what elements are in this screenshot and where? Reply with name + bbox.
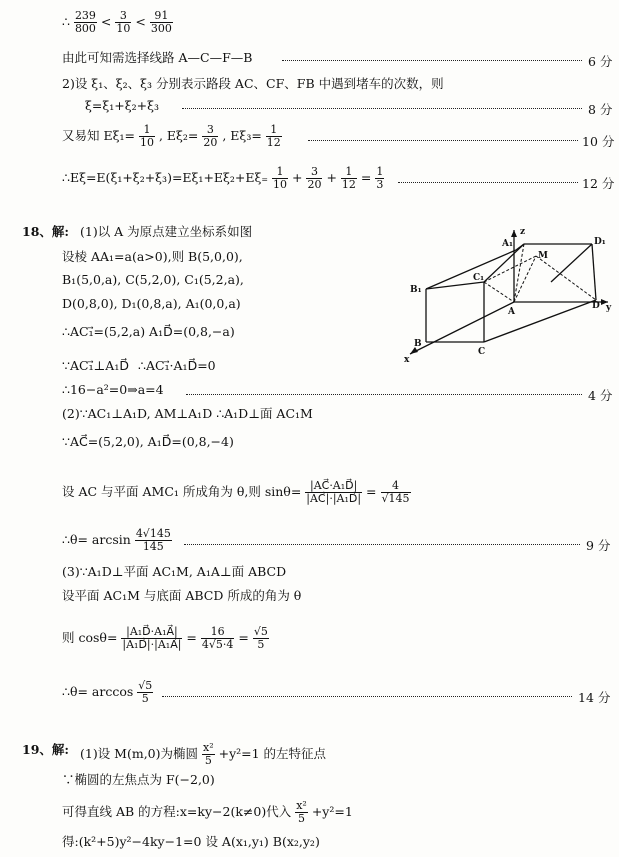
fig-label-z: z (520, 227, 526, 237)
fraction: $\frac{239}{800}$ (74, 9, 96, 35)
fig-label-b1: B₁ (410, 285, 422, 295)
q19-line-1: (1)设 M(m,0)为椭圆 $\frac{\text{x²}}{5}$ +y²=1 的左特征点 (80, 741, 327, 767)
fraction: $\frac{4√145}{145}$ (135, 527, 171, 553)
leader-dots (308, 140, 578, 141)
q18-line-9: ∵AC⃗=(5,2,0), A₁D⃗=(0,8,−4) (62, 434, 234, 449)
score: 14 分 (578, 690, 611, 705)
q18-line-8: (2)∵AC₁⊥A₁D, AM⊥A₁D ∴A₁D⊥面 AC₁M (62, 406, 313, 421)
q18-line-3: B₁(5,0,a), C(5,2,0), C₁(5,2,a), (62, 272, 244, 287)
leader-dots (182, 108, 582, 109)
q18-line-11: ∴θ= arcsin $\frac{4√145}{145}$ (62, 527, 171, 553)
fraction: $\frac{91}{300}$ (150, 9, 172, 35)
fraction: $\frac{√5}{5}$ (253, 625, 268, 651)
fraction: $\frac{1}{12}$ (266, 123, 281, 149)
fraction: $\frac{1}{10}$ (139, 123, 154, 149)
score: 4 分 (588, 388, 613, 403)
fraction: $\frac{\text{|A₁D⃗·A₁A⃗|}}{\text{|A₁D⃗|·|A₁A⃗|}}$ (122, 625, 182, 651)
fraction: $\frac{3}{20}$ (307, 165, 322, 191)
fraction: $\frac{3}{20}$ (203, 123, 218, 149)
q18-line-7: ∴16−a²=0⇒a=4 (62, 382, 164, 397)
fraction: $\frac{√5}{5}$ (138, 679, 153, 705)
fig-label-y: y (606, 303, 612, 313)
cuboid-figure (396, 222, 619, 372)
fig-label-a1: A₁ (502, 239, 513, 249)
fig-label-b: B (414, 339, 422, 349)
q17-line-6: ∴Eξ=E(ξ₁+ξ₂+ξ₃)=Eξ₁+Eξ₂+Eξ₌ $\frac{1}{10}$ + $\frac{3}{20}$ + $\frac{1}{12}$ = $\frac{1}{3}$ (62, 165, 384, 191)
q19-line-4: 得:(k²+5)y²−4ky−1=0 设 A(x₁,y₁) B(x₂,y₂) (62, 834, 320, 849)
score: 6 分 (588, 54, 613, 69)
fraction: $\frac{3}{10}$ (116, 9, 131, 35)
q18-line-14: 则 cosθ= $\frac{\text{|A₁D⃗·A₁A⃗|}}{\text{|A₁D⃗|·|A₁A⃗|}}$ = $\frac{16}{4√5\cdot 4}$ = $\frac{√5}{5}$ (62, 625, 268, 651)
q17-line-5: 又易知 Eξ₁= $\frac{1}{10}$ , Eξ₂= $\frac{3}{20}$ , Eξ₃= $\frac{1}{12}$ (62, 123, 281, 149)
q18-line-6b: ∴AC₁⃗·A₁D⃗=0 (138, 358, 216, 373)
q17-line-4: ξ=ξ₁+ξ₂+ξ₃ (85, 98, 159, 113)
q17-line-3: 2)设 ξ₁、ξ₂、ξ₃ 分别表示路段 AC、CF、FB 中遇到堵车的次数，则 (62, 76, 444, 91)
fraction: $\frac{4}{√145}$ (381, 479, 410, 505)
q18-line-4: D(0,8,0), D₁(0,8,a), A₁(0,0,a) (62, 296, 241, 311)
fig-label-d1: D₁ (594, 237, 606, 247)
fig-label-c: C (478, 347, 486, 357)
score: 10 分 (582, 134, 615, 149)
fig-label-x: x (404, 355, 410, 365)
leader-dots (398, 182, 578, 183)
fig-label-a: A (508, 307, 515, 317)
fraction: $\frac{\text{x²}}{5}$ (203, 741, 214, 767)
fig-label-d: D (592, 301, 600, 311)
q18-line-1: (1)以 A 为原点建立坐标系如图 (80, 224, 253, 239)
q19-heading: 19、解: (22, 742, 70, 757)
q18-line-2: 设棱 AA₁=a(a>0),则 B(5,0,0), (62, 249, 243, 264)
score: 9 分 (586, 538, 611, 553)
q18-line-10: 设 AC 与平面 AMC₁ 所成角为 θ,则 sinθ= $\frac{\text{|AC⃗·A₁D⃗|}}{\text{|AC⃗|·|A₁D⃗|}}$ = $\frac{4}{√145}$ (62, 479, 410, 505)
leader-dots (184, 544, 580, 545)
q19-line-3: 可得直线 AB 的方程:x=ky−2(k≠0)代入 $\frac{\text{x²}}{5}$ +y²=1 (62, 799, 353, 825)
fraction: $\frac{1}{3}$ (376, 165, 384, 191)
q18-line-13: 设平面 AC₁M 与底面 ABCD 所成的角为 θ (62, 588, 302, 603)
q18-line-5: ∴AC₁⃗=(5,2,a) A₁D⃗=(0,8,−a) (62, 324, 235, 339)
score: 8 分 (588, 102, 613, 117)
fig-label-c1: C₁ (473, 273, 485, 283)
leader-dots (282, 60, 582, 61)
fraction: $\frac{1}{10}$ (273, 165, 288, 191)
q18-heading: 18、解: (22, 224, 70, 239)
fraction: $\frac{\text{|AC⃗·A₁D⃗|}}{\text{|AC⃗|·|A₁D⃗|}}$ (306, 479, 362, 505)
q18-line-15: ∴θ= arccos $\frac{√5}{5}$ (62, 679, 153, 705)
q19-line-2: ∵椭圆的左焦点为 F(−2,0) (62, 772, 215, 787)
q17-line-2: 由此可知需选择线路 A—C—F—B (62, 50, 253, 65)
q18-line-6: ∵AC₁⃗⊥A₁D⃗ (62, 358, 129, 373)
fraction: $\frac{1}{12}$ (341, 165, 356, 191)
fraction: $\frac{\text{x²}}{5}$ (296, 799, 307, 825)
leader-dots (162, 696, 572, 697)
q18-line-12: (3)∵A₁D⊥平面 AC₁M, A₁A⊥面 ABCD (62, 564, 287, 579)
fraction: $\frac{16}{4√5\cdot 4}$ (201, 625, 234, 651)
fig-label-m: M (538, 251, 548, 261)
leader-dots (186, 394, 582, 395)
q17-line-1: ∴ $\frac{239}{800}$ < $\frac{3}{10}$ < $\frac{91}{300}$ (62, 9, 172, 35)
score: 12 分 (582, 176, 615, 191)
